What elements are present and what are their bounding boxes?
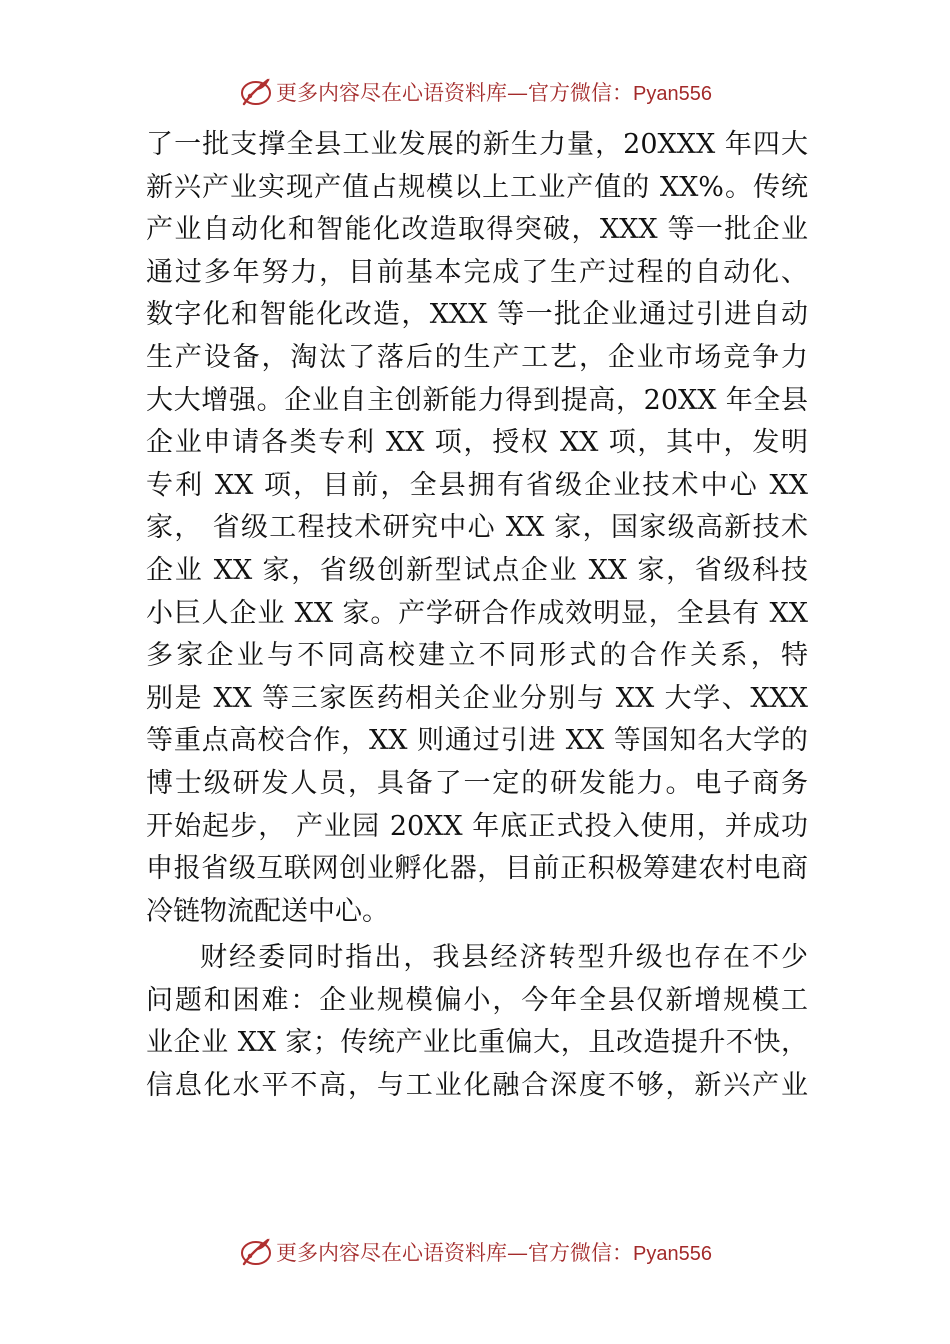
footer-watermark-banner (0, 1232, 950, 1272)
quill-logo-icon (238, 1234, 274, 1270)
text-line: 等重点高校合作，XX 则通过引进 XX 等国知名大学的 (146, 725, 808, 757)
text-line: 多家企业与不同高校建立不同形式的合作关系，特 (146, 640, 808, 672)
text-line: 大大增强。企业自主创新能力得到提高，20XX 年全县 (146, 384, 808, 416)
text-line: 通过多年努力，目前基本完成了生产过程的自动化、 (146, 256, 808, 288)
text-line: 专利 XX 项，目前，全县拥有省级企业技术中心 XX (146, 469, 808, 501)
text-line: 别是 XX 等三家医药相关企业分别与 XX 大学、XXX (146, 682, 808, 714)
footer-watermark-text: 更多内容尽在心语资料库—官方微信：Pyan556 (276, 1241, 712, 1265)
paragraph-2 (146, 937, 808, 1107)
header-watermark-text: 更多内容尽在心语资料库—官方微信：Pyan556 (276, 81, 712, 105)
text-line: 企业 XX 家，省级创新型试点企业 XX 家，省级科技 (146, 554, 808, 586)
text-line: 了一批支撑全县工业发展的新生力量，20XXX 年四大 (146, 129, 808, 160)
text-line: 家， 省级工程技术研究中心 XX 家，国家级高新技术 (146, 512, 808, 544)
text-line: 企业申请各类专利 XX 项，授权 XX 项，其中，发明 (146, 427, 808, 459)
text-line: 冷链物流配送中心。 (146, 895, 389, 927)
text-line: 数字化和智能化改造，XXX 等一批企业通过引进自动 (146, 299, 808, 331)
text-line: 业企业 XX 家；传统产业比重偏大，且改造提升不快， (146, 1027, 808, 1059)
paragraph-1 (146, 124, 808, 933)
text-line: 小巨人企业 XX 家。产学研合作成效明显，全县有 XX (146, 597, 808, 629)
text-line: 问题和困难：企业规模偏小，今年全县仅新增规模工 (146, 984, 808, 1016)
header-watermark-banner (0, 72, 950, 112)
text-line: 开始起步， 产业园 20XX 年底正式投入使用，并成功 (146, 810, 808, 842)
document-body (146, 124, 808, 1108)
text-line: 申报省级互联网创业孵化器，目前正积极筹建农村电商 (146, 853, 808, 885)
text-line: 博士级研发人员，具备了一定的研发能力。电子商务 (146, 767, 808, 799)
text-line-indented: 财经委同时指出，我县经济转型升级也存在不少 (200, 942, 808, 974)
quill-logo-icon (238, 74, 274, 110)
text-line: 产业自动化和智能化改造取得突破，XXX 等一批企业 (146, 214, 808, 246)
text-line: 信息化水平不高，与工业化融合深度不够，新兴产业 (146, 1070, 808, 1102)
text-line: 生产设备，淘汰了落后的生产工艺，企业市场竞争力 (146, 341, 808, 373)
text-line: 新兴产业实现产值占规模以上工业产值的 XX%。传统 (146, 171, 808, 203)
